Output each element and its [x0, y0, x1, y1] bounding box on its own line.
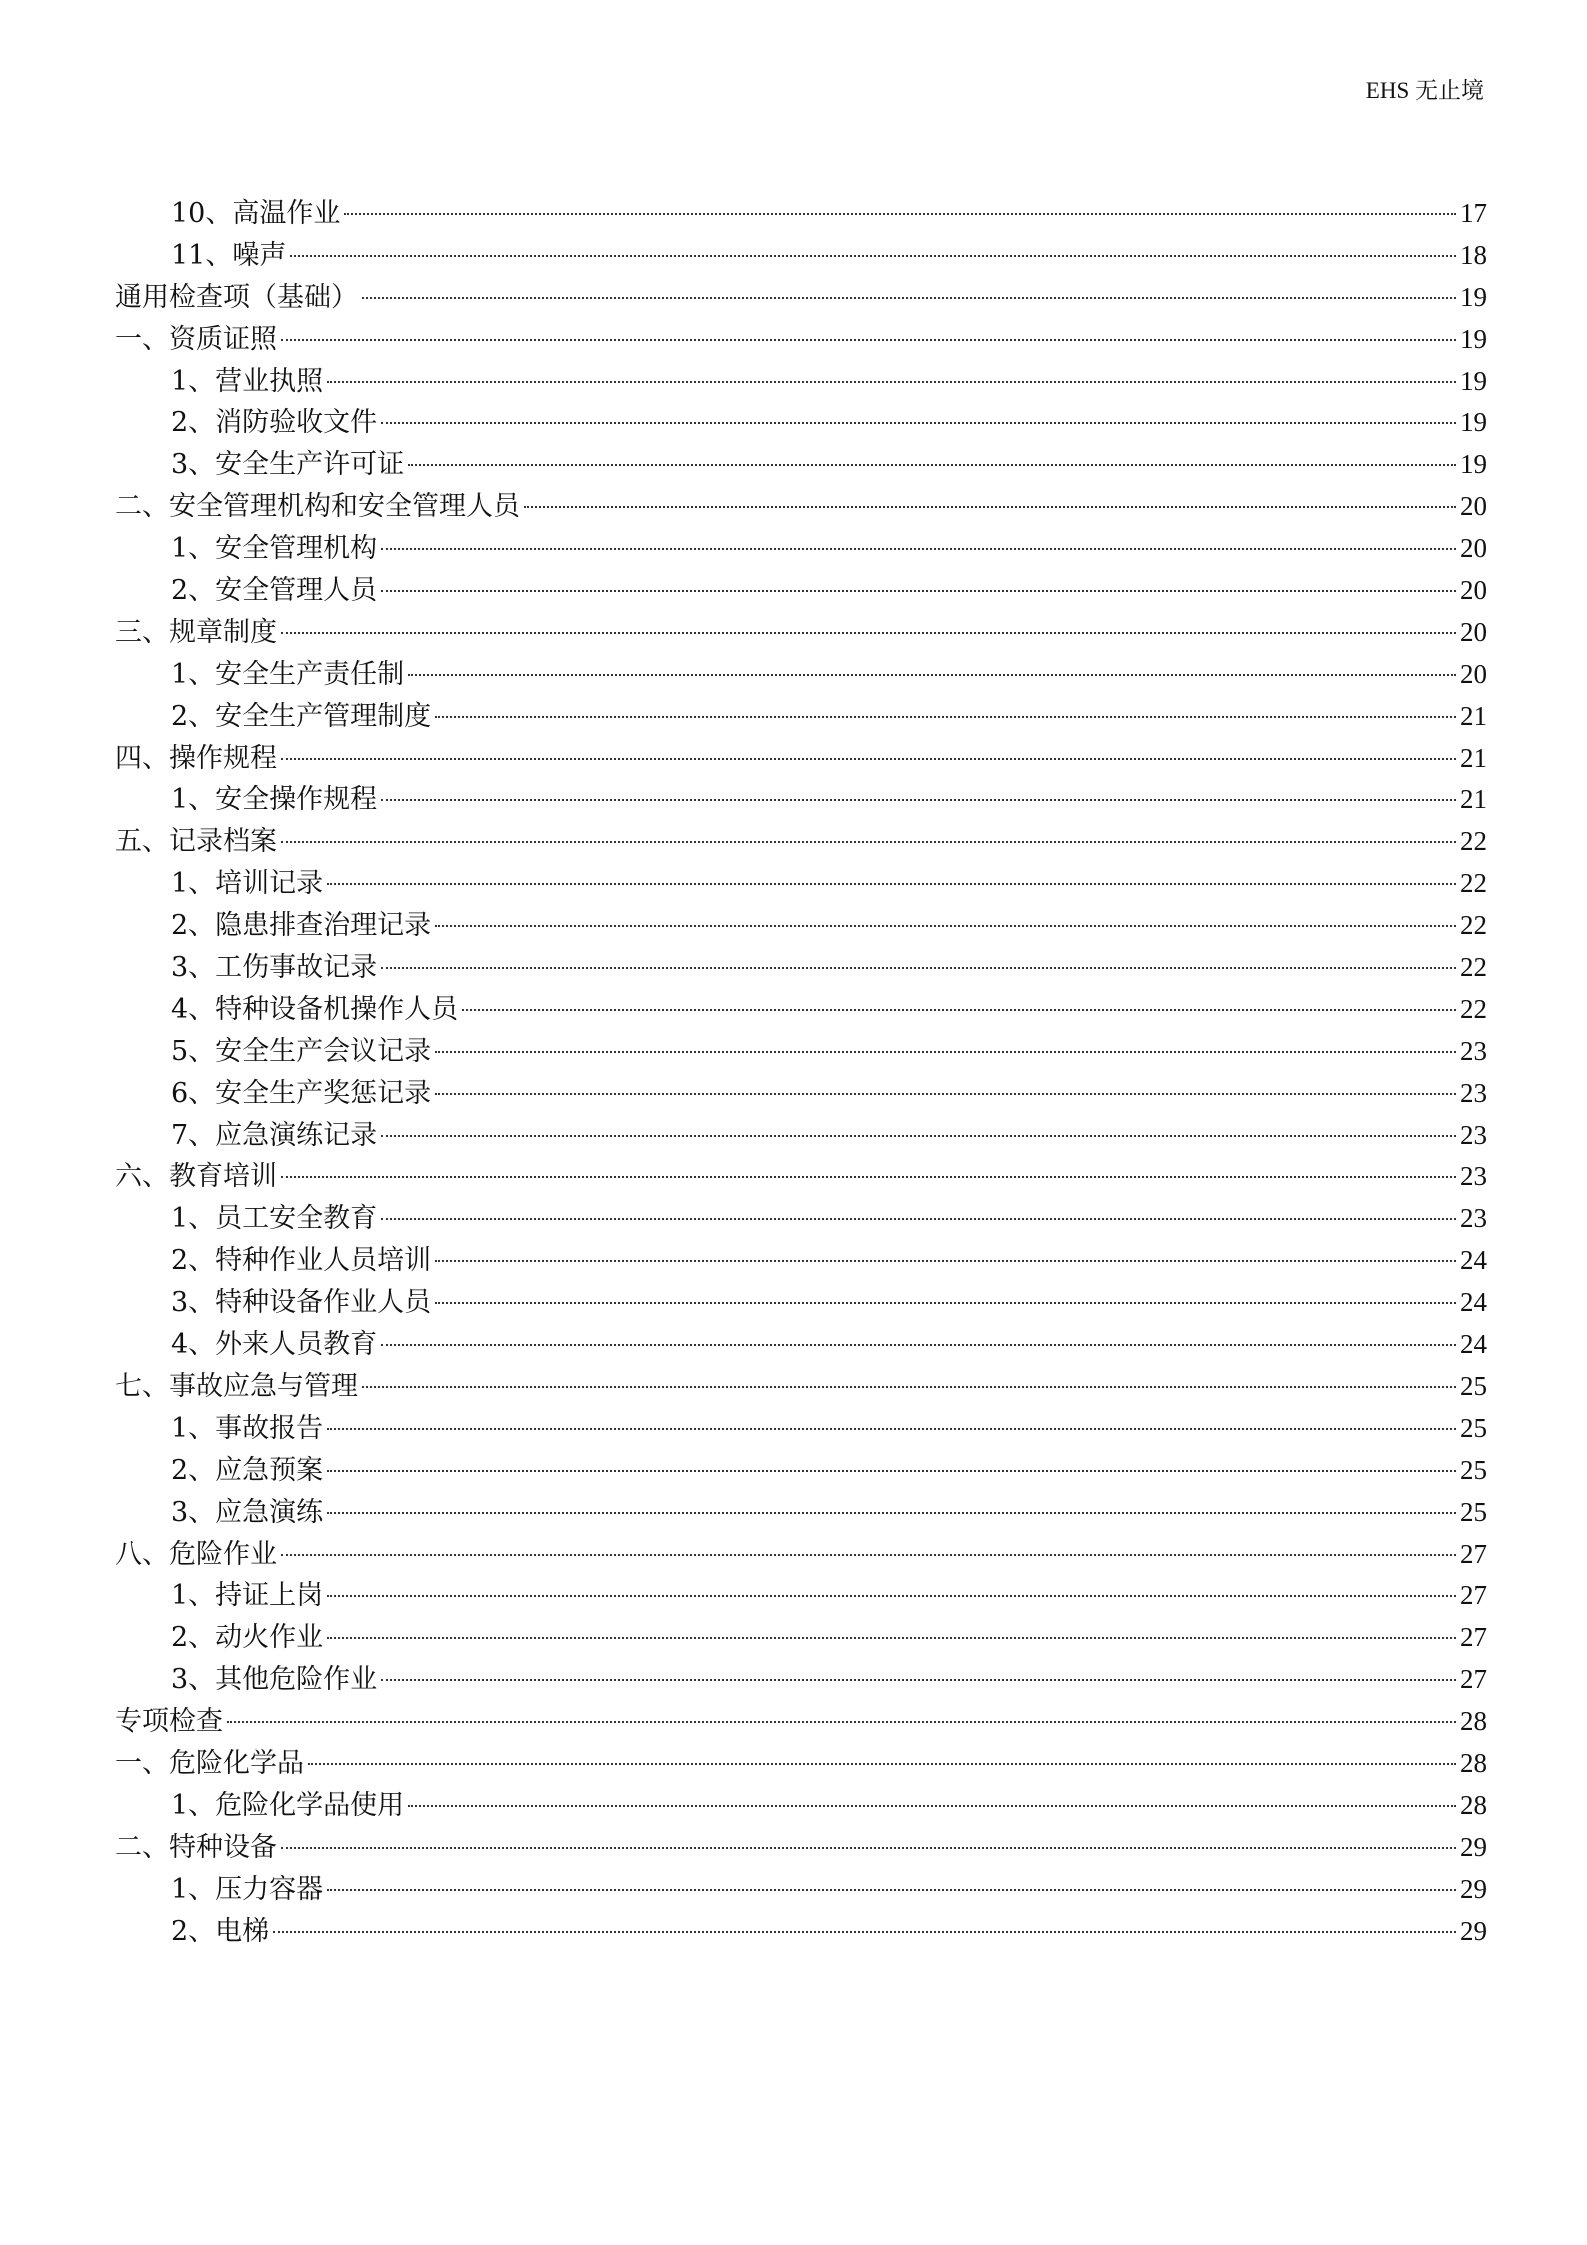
toc-entry[interactable]	[115, 1659, 1487, 1701]
toc-page-number: 20	[1460, 658, 1487, 689]
toc-dot-leader	[381, 1679, 1456, 1681]
toc-dot-leader	[281, 758, 1456, 760]
toc-entry-label: 2、动火作业	[171, 1622, 324, 1654]
toc-entry-label: 10、高温作业	[171, 198, 341, 229]
toc-page-number: 29	[1460, 1831, 1487, 1862]
toc-dot-leader	[408, 464, 1456, 466]
toc-page-number: 24	[1460, 1287, 1487, 1318]
toc-entry[interactable]	[115, 696, 1487, 738]
toc-entry[interactable]	[115, 1450, 1487, 1492]
toc-entry[interactable]	[115, 1617, 1487, 1659]
toc-page-number: 25	[1460, 1496, 1487, 1527]
toc-entry-label: 1、危险化学品使用	[171, 1789, 405, 1821]
toc-page-number: 23	[1460, 1119, 1487, 1150]
toc-entry[interactable]	[115, 1827, 1487, 1869]
toc-entry[interactable]	[115, 1492, 1487, 1534]
toc-dot-leader	[327, 1889, 1456, 1891]
toc-page-number: 23	[1460, 1035, 1487, 1066]
toc-dot-leader	[524, 506, 1456, 508]
toc-entry[interactable]	[115, 1701, 1487, 1743]
toc-entry-label: 二、安全管理机构和安全管理人员	[115, 491, 520, 523]
toc-entry-label: 2、特种作业人员培训	[171, 1245, 432, 1277]
toc-dot-leader	[435, 1093, 1456, 1095]
toc-dot-leader	[281, 841, 1456, 843]
toc-entry[interactable]	[115, 486, 1487, 528]
toc-page-number: 22	[1460, 993, 1487, 1024]
toc-dot-leader	[327, 883, 1456, 885]
toc-entry-label: 八、危险作业	[115, 1538, 277, 1570]
toc-dot-leader	[408, 674, 1456, 676]
toc-entry[interactable]	[115, 612, 1487, 654]
toc-entry-label: 1、事故报告	[171, 1412, 324, 1444]
toc-page-number: 27	[1460, 1622, 1487, 1653]
toc-page-number: 20	[1460, 533, 1487, 564]
toc-page-number: 20	[1460, 491, 1487, 522]
toc-page-number: 19	[1460, 365, 1487, 396]
toc-entry[interactable]	[115, 989, 1487, 1031]
toc-entry-label: 1、安全管理机构	[171, 533, 378, 565]
toc-entry-label: 1、安全生产责任制	[171, 658, 405, 690]
toc-dot-leader	[408, 1805, 1456, 1807]
toc-entry-label: 7、应急演练记录	[171, 1119, 378, 1151]
toc-entry[interactable]	[115, 1156, 1487, 1198]
toc-entry-label: 六、教育培训	[115, 1161, 277, 1193]
toc-entry[interactable]	[115, 361, 1487, 403]
toc-entry[interactable]	[115, 1408, 1487, 1450]
toc-page-number: 23	[1460, 1077, 1487, 1108]
toc-entry[interactable]	[115, 1198, 1487, 1240]
toc-dot-leader	[435, 1302, 1456, 1304]
toc-entry[interactable]	[115, 277, 1487, 319]
toc-entry-label: 4、特种设备机操作人员	[171, 993, 459, 1025]
toc-dot-leader	[381, 1344, 1456, 1346]
toc-entry-label: 1、持证上岗	[171, 1580, 324, 1612]
toc-entry[interactable]	[115, 738, 1487, 780]
toc-entry-label: 2、应急预案	[171, 1454, 324, 1486]
toc-entry[interactable]	[115, 1366, 1487, 1408]
toc-dot-leader	[281, 1554, 1456, 1556]
toc-page-number: 20	[1460, 616, 1487, 647]
toc-entry-label: 一、资质证照	[115, 323, 277, 355]
toc-dot-leader	[327, 1470, 1456, 1472]
toc-entry-label: 二、特种设备	[115, 1831, 277, 1863]
toc-entry[interactable]	[115, 1282, 1487, 1324]
toc-entry-label: 1、压力容器	[171, 1873, 324, 1905]
toc-entry-label: 3、其他危险作业	[171, 1664, 378, 1696]
toc-dot-leader	[381, 590, 1456, 592]
toc-entry[interactable]	[115, 1240, 1487, 1282]
toc-page-number: 29	[1460, 1873, 1487, 1904]
toc-entry-label: 七、事故应急与管理	[115, 1370, 358, 1402]
toc-dot-leader	[381, 1218, 1456, 1220]
toc-page-number: 19	[1460, 449, 1487, 480]
toc-entry[interactable]	[115, 654, 1487, 696]
toc-page-number: 27	[1460, 1538, 1487, 1569]
toc-dot-leader	[435, 1051, 1456, 1053]
toc-dot-leader	[462, 1009, 1456, 1011]
toc-dot-leader	[273, 1931, 1456, 1933]
toc-entry[interactable]	[115, 1575, 1487, 1617]
toc-entry-label: 通用检查项（基础）	[115, 281, 358, 313]
toc-entry-label: 专项检查	[115, 1706, 223, 1738]
toc-dot-leader	[381, 967, 1456, 969]
toc-entry-label: 一、危险化学品	[115, 1747, 304, 1779]
toc-entry-label: 四、操作规程	[115, 742, 277, 774]
toc-dot-leader	[327, 1428, 1456, 1430]
toc-entry-label: 2、消防验收文件	[171, 407, 378, 439]
toc-entry-label: 1、营业执照	[171, 365, 324, 397]
toc-entry[interactable]	[115, 528, 1487, 570]
toc-entry-label: 6、安全生产奖惩记录	[171, 1077, 432, 1109]
toc-entry-label: 五、记录档案	[115, 826, 277, 858]
toc-entry[interactable]	[115, 947, 1487, 989]
toc-entry-label: 3、特种设备作业人员	[171, 1287, 432, 1319]
toc-dot-leader	[435, 1260, 1456, 1262]
toc-entry[interactable]	[115, 402, 1487, 444]
toc-dot-leader	[227, 1721, 1456, 1723]
toc-entry[interactable]	[115, 1785, 1487, 1827]
toc-entry-label: 1、培训记录	[171, 868, 324, 900]
toc-page-number: 17	[1460, 198, 1487, 228]
page-header-title: EHS 无止境	[1365, 78, 1484, 103]
toc-entry-label: 3、工伤事故记录	[171, 952, 378, 984]
toc-entry[interactable]	[115, 1031, 1487, 1073]
toc-entry-label: 3、应急演练	[171, 1496, 324, 1528]
toc-page-number: 25	[1460, 1412, 1487, 1443]
toc-page-number: 21	[1460, 700, 1487, 731]
toc-page-number: 28	[1460, 1747, 1487, 1778]
toc-dot-leader	[308, 1763, 1456, 1765]
toc-entry[interactable]	[115, 319, 1487, 361]
toc-entry[interactable]	[115, 779, 1487, 821]
toc-entry[interactable]	[115, 1743, 1487, 1785]
toc-entry[interactable]	[115, 863, 1487, 905]
toc-dot-leader	[381, 799, 1456, 801]
toc-dot-leader	[327, 1595, 1456, 1597]
toc-entry-label: 11、噪声	[171, 239, 287, 271]
toc-page-number: 29	[1460, 1915, 1487, 1946]
toc-dot-leader	[435, 716, 1456, 718]
toc-page-number: 25	[1460, 1454, 1487, 1485]
toc-page-number: 23	[1460, 1161, 1487, 1192]
toc-page-number: 25	[1460, 1370, 1487, 1401]
toc-dot-leader	[435, 925, 1456, 927]
toc-page-number: 20	[1460, 575, 1487, 606]
toc-page-number: 23	[1460, 1203, 1487, 1234]
toc-dot-leader	[281, 1847, 1456, 1849]
toc-page-number: 19	[1460, 407, 1487, 438]
toc-dot-leader	[281, 1176, 1456, 1178]
toc-entry-label: 1、安全操作规程	[171, 784, 378, 816]
toc-page-number: 24	[1460, 1329, 1487, 1360]
toc-entry[interactable]	[115, 821, 1487, 863]
toc-dot-leader	[327, 381, 1456, 383]
toc-entry-label: 4、外来人员教育	[171, 1329, 378, 1361]
toc-entry[interactable]	[115, 905, 1487, 947]
toc-entry-label: 2、安全生产管理制度	[171, 700, 432, 732]
toc-page-number: 28	[1460, 1706, 1487, 1737]
toc-entry[interactable]	[115, 1534, 1487, 1576]
toc-dot-leader	[362, 297, 1456, 299]
toc-entry[interactable]	[115, 193, 1487, 235]
toc-page-number: 24	[1460, 1245, 1487, 1276]
toc-dot-leader	[381, 548, 1456, 550]
toc-entry[interactable]	[115, 570, 1487, 612]
toc-page-number: 19	[1460, 281, 1487, 312]
toc-dot-leader	[381, 422, 1456, 424]
toc-entry[interactable]	[115, 1911, 1487, 1953]
toc-entry-label: 2、安全管理人员	[171, 575, 378, 607]
toc-page-number: 19	[1460, 323, 1487, 354]
toc-entry[interactable]	[115, 1115, 1487, 1157]
toc-entry-label: 3、安全生产许可证	[171, 449, 405, 481]
toc-page-number: 28	[1460, 1789, 1487, 1820]
toc-dot-leader	[381, 1135, 1456, 1137]
toc-dot-leader	[327, 1512, 1456, 1514]
toc-entry-label: 三、规章制度	[115, 616, 277, 648]
toc-entry[interactable]	[115, 444, 1487, 486]
toc-dot-leader	[327, 1637, 1456, 1639]
toc-page-number: 22	[1460, 868, 1487, 899]
toc-page-number: 27	[1460, 1664, 1487, 1695]
toc-dot-leader	[290, 255, 1456, 257]
toc-page-number: 27	[1460, 1580, 1487, 1611]
toc-page-number: 21	[1460, 784, 1487, 815]
toc-entry[interactable]	[115, 235, 1487, 277]
toc-dot-leader	[281, 632, 1456, 634]
toc-page-number: 22	[1460, 910, 1487, 941]
toc-dot-leader	[362, 1386, 1456, 1388]
toc-entry-label: 1、员工安全教育	[171, 1203, 378, 1235]
toc-page-number: 18	[1460, 239, 1487, 270]
toc-page-number: 21	[1460, 742, 1487, 773]
toc-entry[interactable]	[115, 1324, 1487, 1366]
toc-page-number: 22	[1460, 952, 1487, 983]
toc-entry[interactable]	[115, 1073, 1487, 1115]
table-of-contents	[115, 193, 1487, 1952]
toc-entry[interactable]	[115, 1869, 1487, 1911]
toc-page-number: 22	[1460, 826, 1487, 857]
toc-entry-label: 5、安全生产会议记录	[171, 1035, 432, 1067]
toc-entry-label: 2、隐患排查治理记录	[171, 910, 432, 942]
toc-dot-leader	[281, 339, 1456, 341]
toc-entry-label: 2、电梯	[171, 1915, 270, 1947]
toc-dot-leader	[344, 213, 1456, 215]
